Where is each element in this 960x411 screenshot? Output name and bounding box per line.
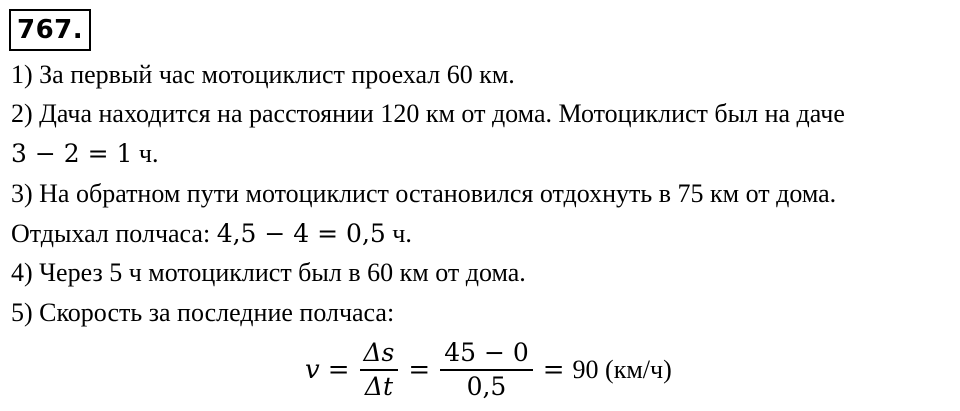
fraction-2-numerator: 45 − 0 <box>444 338 529 367</box>
line-5-unit: ч. <box>385 219 412 248</box>
formula-lhs: v <box>305 355 320 385</box>
solution-line-1: 1) За первый час мотоциклист проехал 60 км. <box>11 60 515 89</box>
solution-line-6: 4) Через 5 ч мотоциклист был в 60 км от дома. <box>11 258 526 287</box>
fraction-1-numerator: Δs <box>363 338 395 367</box>
fraction-2-denominator: 0,5 <box>466 372 507 401</box>
solution-line-7: 5) Скорость за последние полчаса: <box>11 298 395 327</box>
solution-line-3 <box>11 137 158 171</box>
line-5-expression: 4,5 − 4 = 0,5 <box>216 219 386 248</box>
fraction-1-denominator: Δt <box>364 372 393 401</box>
solution-line-4: 3) На обратном пути мотоциклист остановился отдохнуть в 75 км от дома. <box>11 179 837 208</box>
line-3-unit: ч. <box>132 139 159 168</box>
formula-equals-3: = <box>542 355 565 385</box>
solution-line-2: 2) Дача находится на расстоянии 120 км от дома. Мотоциклист был на даче <box>11 99 845 128</box>
line-3-expression: 3 − 2 = 1 <box>11 139 133 168</box>
formula-equals-1: = <box>327 355 350 385</box>
speed-formula <box>305 334 672 406</box>
fraction-values <box>440 337 533 403</box>
solution-line-5 <box>11 217 412 251</box>
line-5-text: Отдыхал полчаса: <box>11 219 217 248</box>
fraction-ds-dt <box>360 337 399 403</box>
formula-equals-2: = <box>408 355 431 385</box>
formula-result: 90 (км/ч) <box>572 355 672 384</box>
problem-number: 767. <box>9 9 91 51</box>
